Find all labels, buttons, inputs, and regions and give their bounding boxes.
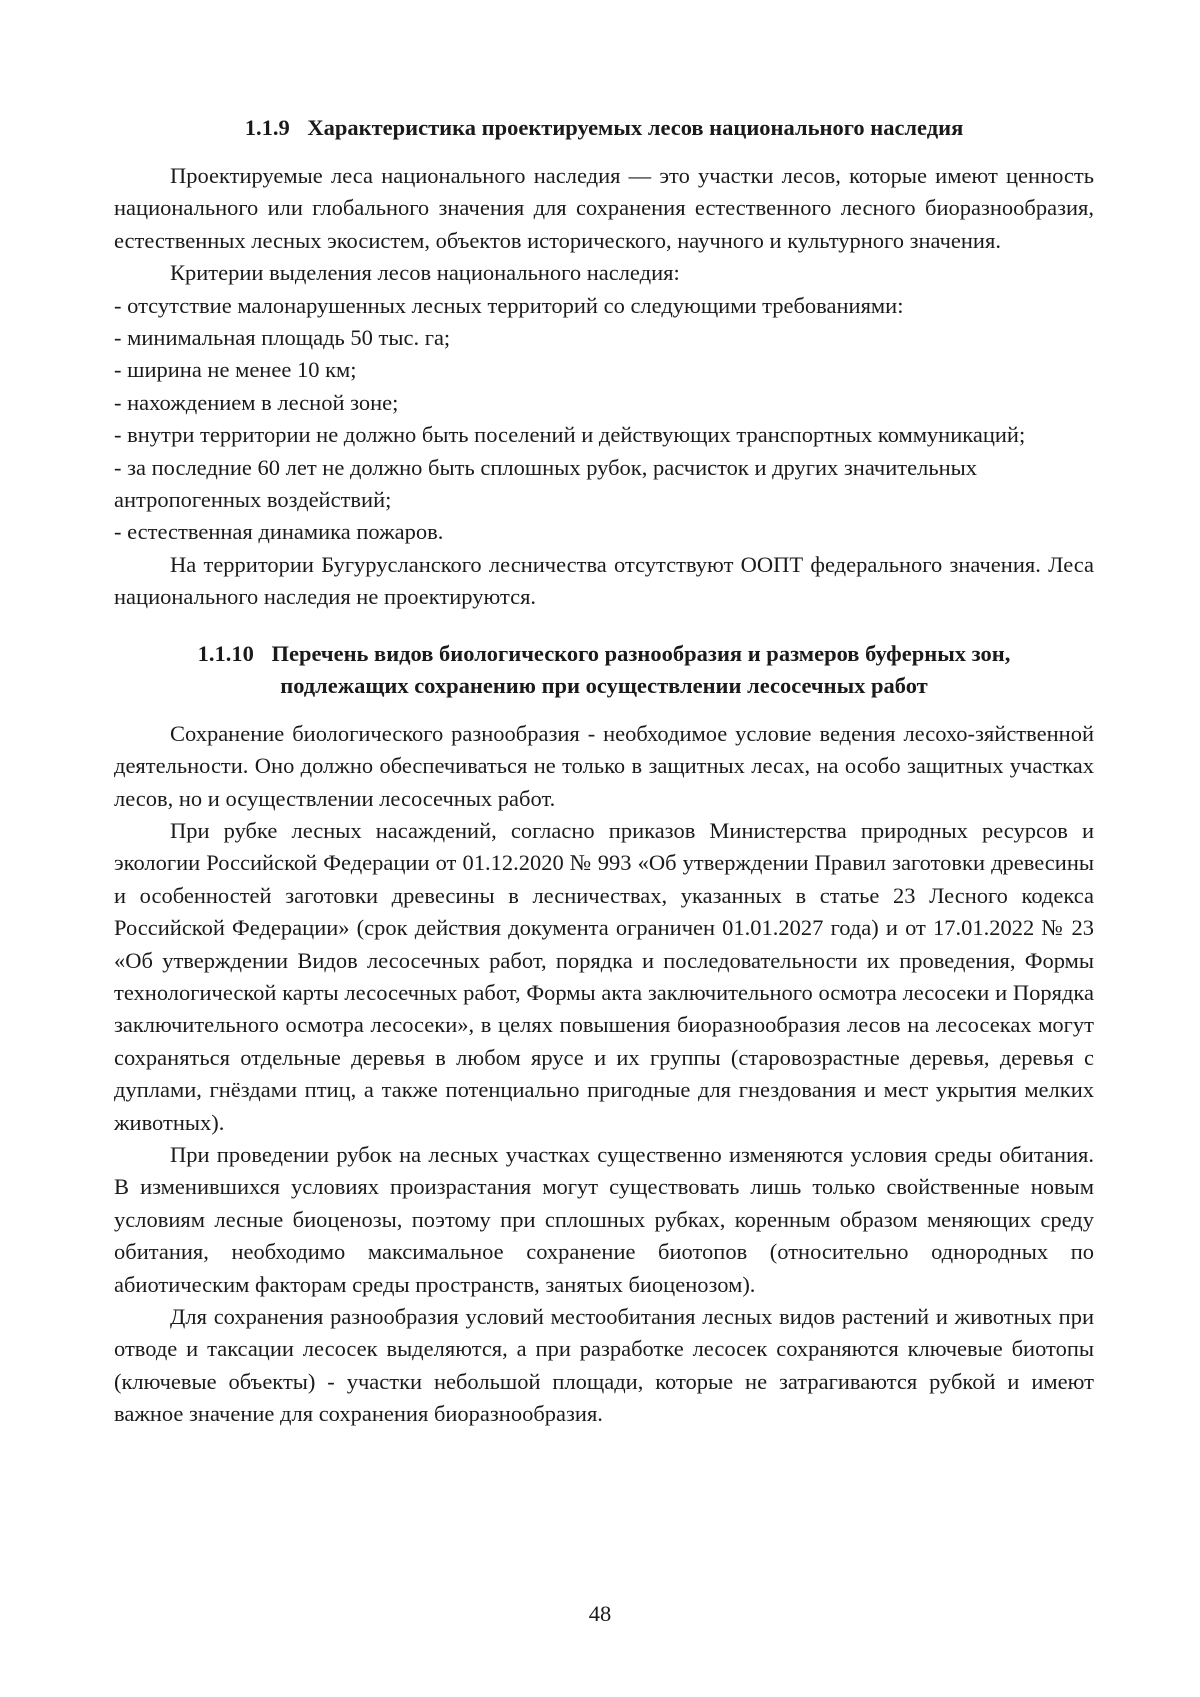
section-title: Характеристика проектируемых лесов национального наследия (307, 115, 964, 140)
paragraph: При рубке лесных насаждений, согласно приказов Министерства природных ресурсов и экологии Российской Федерации от 01.12.2020 № 993 «Об утверждении Правил заготовки древесины и особенностей заготовки древесины в лесничествах, указанных в статье 23 Лесного кодекса Российской Федерации» (срок действия документа ограничен 01.01.2027 года) и от 17.01.2022 № 23 «Об утверждении Видов лесосечных работ, порядка и последовательности их проведения, Формы технологической карты лесосечных работ, Формы акта заключительного осмотра лесосеки и Порядка заключительного осмотра лесосеки», в целях повышения биоразнообразия лесов на лесосеках могут сохраняться отдельные деревья в любом ярусе и их группы (старовозрастные деревья, деревья с дуплами, гнёздами птиц, а также потенциально пригодные для гнездования и мест укрытия мелких животных). (114, 817, 1094, 1135)
paragraph: Критерии выделения лесов национального наследия: (170, 260, 680, 286)
section-number: 1.1.10 (197, 640, 254, 666)
section-number: 1.1.9 (244, 115, 290, 140)
document-page (114, 112, 1094, 1431)
section-title-line-1: Перечень видов биологического разнообразия и размеров буферных зон, (271, 640, 1011, 666)
criteria-item: - за последние 60 лет не должно быть сплошных рубок, расчисток и других значительных антропогенных воздействий; (114, 454, 977, 513)
paragraph: На территории Бугурусланского лесничества отсутствуют ООПТ федерального значения. Леса национального наследия не проектируются. (114, 551, 1094, 610)
criteria-item: - ширина не менее 10 км; (114, 357, 357, 383)
criteria-item: - внутри территории не должно быть поселений и действующих транспортных коммуникаций; (114, 422, 1026, 448)
page-number: 48 (588, 1601, 612, 1626)
criteria-item: - минимальная площадь 50 тыс. га; (114, 325, 451, 351)
section-heading-1-1-9 (114, 112, 1094, 144)
section-title-line-2: подлежащих сохранению при осуществлении лесосечных работ (280, 672, 928, 698)
criteria-item: - нахождением в лесной зоне; (114, 389, 399, 415)
section-heading-1-1-10 (114, 638, 1094, 702)
criteria-item: - отсутствие малонарушенных лесных территорий со следующими требованиями: (114, 292, 904, 318)
paragraph: Сохранение биологического разнообразия - необходимое условие ведения лесохо-зяйственной деятельности. Оно должно обеспечиваться не только в защитных лесах, на особо защитных участках лесов, но и осуществлении лесосечных работ. (114, 720, 1094, 811)
criteria-item: - естественная динамика пожаров. (114, 519, 444, 545)
paragraph: Проектируемые леса национального наследия — это участки лесов, которые имеют ценность национального или глобального значения для сохранения естественного лесного биоразнообразия, естественных лесных экосистем, объектов исторического, научного и культурного значения. (114, 163, 1094, 253)
paragraph: Для сохранения разнообразия условий местообитания лесных видов растений и животных при отводе и таксации лесосек выделяются, а при разработке лесосек сохраняются ключевые биотопы (ключевые объекты) - участки небольшой площади, которые не затрагиваются рубкой и имеют важное значение для сохранения биоразнообразия. (114, 1304, 1094, 1427)
paragraph: При проведении рубок на лесных участках существенно изменяются условия среды обитания. В изменившихся условиях произрастания могут существовать лишь только свойственные новым условиям лесные биоценозы, поэтому при сплошных рубках, коренным образом меняющих среду обитания, необходимо максимальное сохранение биотопов (относительно однородных по абиотическим факторам среды пространств, занятых биоценозом). (114, 1141, 1094, 1297)
